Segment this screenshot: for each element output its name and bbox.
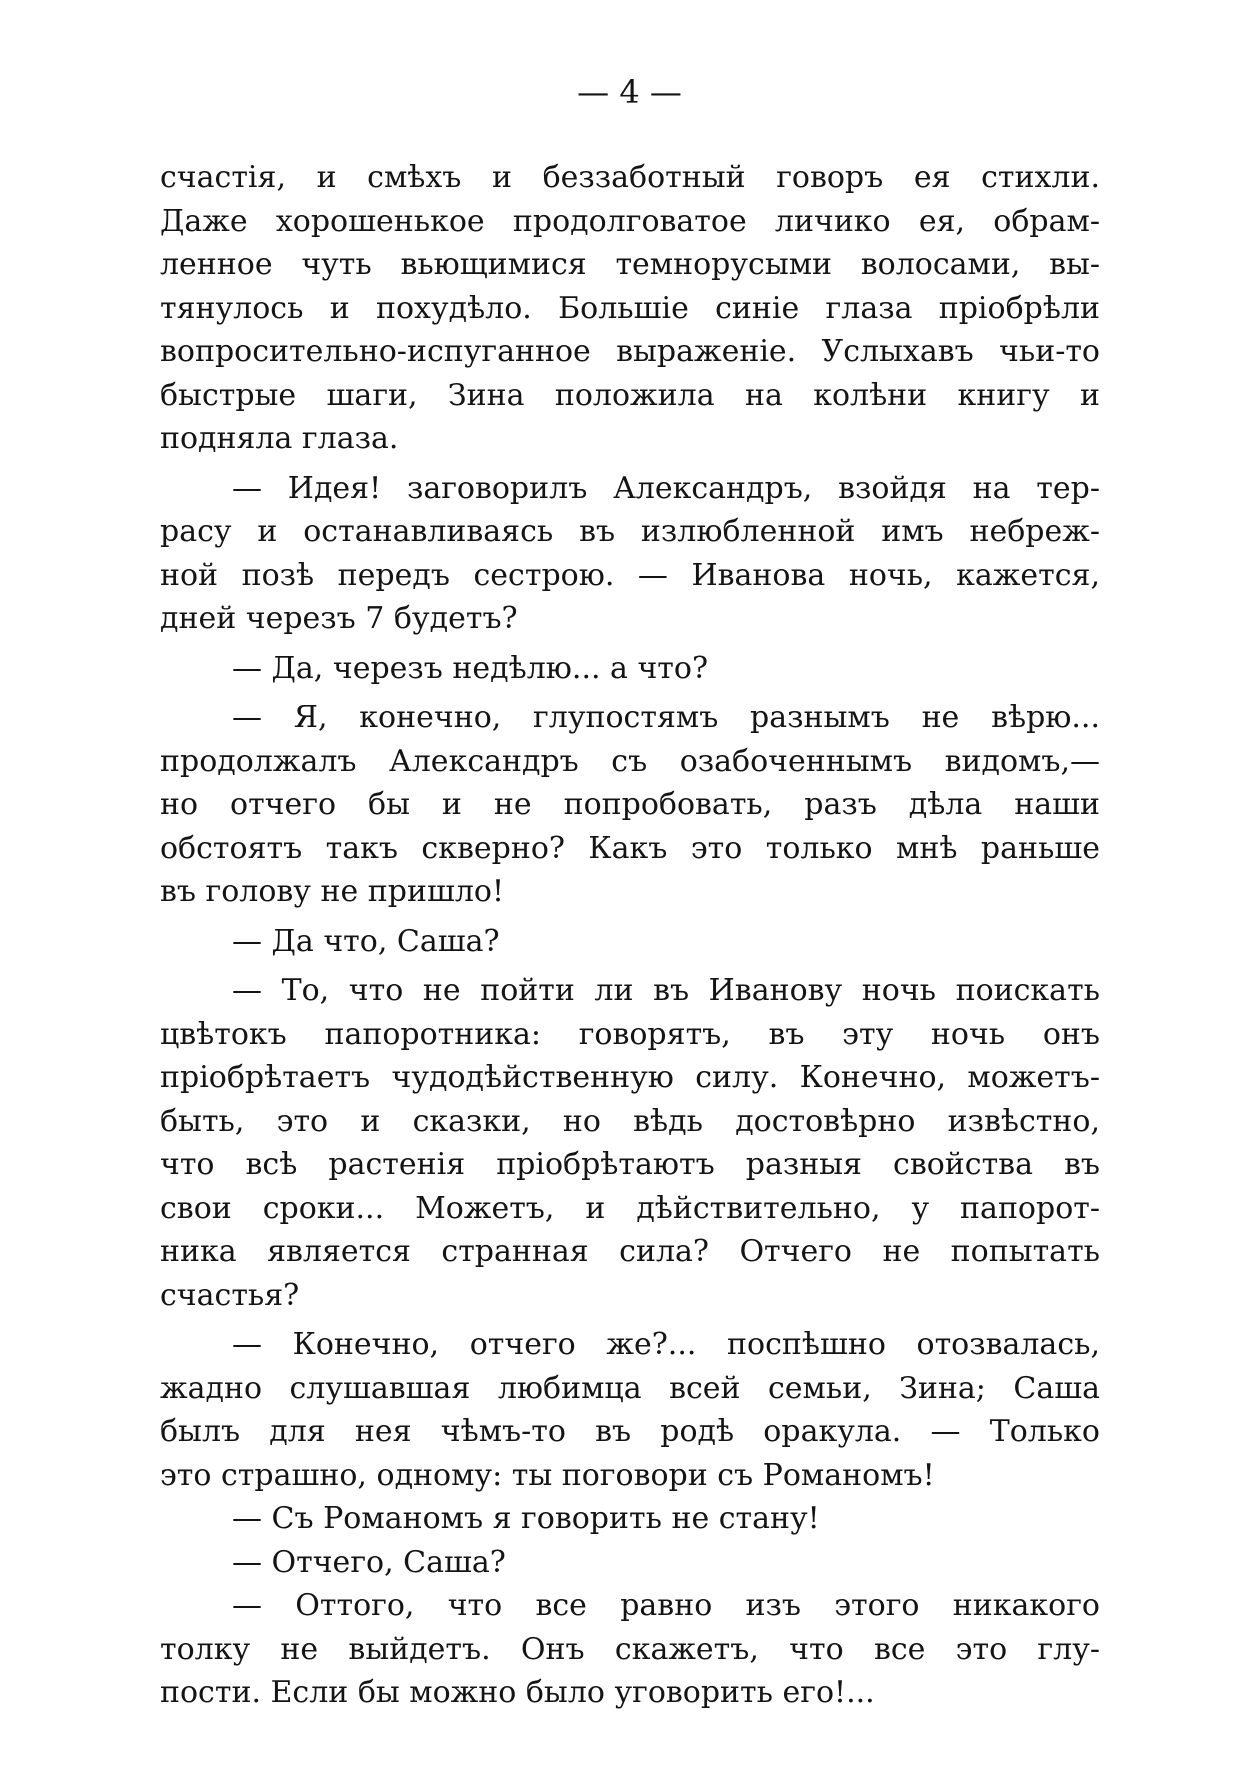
text-line: — Я, конечно, глупостямъ разнымъ не вѣрю... [232,700,1100,735]
text-line: — То, что не пойти ли въ Иванову ночь поискать [232,973,1100,1008]
paragraph-1 [160,156,1100,461]
text-line: — Отчего, Саша? [232,1544,506,1580]
text-line: тянулось и похудѣло. Большіе синіе глаза пріобрѣли [160,290,1100,326]
text-line: — Да что, Саша? [232,923,500,959]
text-line: ленное чуть вьющимися темнорусыми волосами, вы- [160,247,1100,282]
text-line: но отчего бы и не попробовать, разъ дѣла наши [160,787,1100,822]
text-line: подняла глаза. [160,421,399,456]
paragraph-6 [160,969,1100,1317]
text-line: продолжалъ Александръ съ озабоченнымъ видомъ,— [160,743,1100,779]
text-line: жадно слушавшая любимца всей семьи, Зина; Саша [160,1370,1100,1406]
text-line: это страшно, одному: ты поговори съ Романомъ! [160,1457,935,1493]
text-line: обстоятъ такъ скверно? Какъ это только мнѣ раньше [160,830,1100,866]
text-line: дней черезъ 7 будетъ? [160,601,518,636]
text-line: цвѣтокъ папоротника: говорятъ, въ эту ночь онъ [160,1016,1100,1052]
paragraph-5 [160,920,1100,964]
text-line: расу и останавливаясь въ излюбленной имъ небреж- [160,514,1100,549]
paragraph-9 [160,1541,1100,1585]
text-line: — Съ Романомъ я говорить не стану! [232,1501,820,1536]
text-line: свои сроки... Можетъ, и дѣйствительно, у папорот- [160,1190,1100,1226]
text-line: пріобрѣтаетъ чудодѣйственную силу. Конечно, можетъ- [160,1060,1100,1095]
text-line: — Да, черезъ недѣлю... а что? [232,650,709,686]
page-number: — 4 — [577,73,682,111]
text-line: пости. Если бы можно было уговорить его!... [160,1675,875,1710]
text-line: ника является странная сила? Отчего не попытать [160,1234,1100,1269]
paragraph-3 [160,647,1100,691]
text-line: ной позѣ передъ сестрою. — Иванова ночь, кажется, [160,557,1100,593]
paragraph-7 [160,1323,1100,1497]
text-line: вопросительно-испуганное выраженіе. Услыхавъ чьи-то [160,334,1100,369]
body-text [160,156,1100,1715]
text-line: толку не выйдетъ. Онъ скажетъ, что все это глу- [160,1631,1100,1667]
paragraph-10 [160,1584,1100,1715]
text-line: быть, это и сказки, но вѣдь достовѣрно извѣстно, [160,1103,1100,1139]
text-line: счастья? [160,1277,300,1313]
paragraph-2 [160,467,1100,641]
text-line: Даже хорошенькое продолговатое личико ея, обрам- [160,203,1100,239]
text-line: въ голову не пришло! [160,874,505,909]
text-line: — Идея! заговорилъ Александръ, взойдя на тер- [232,470,1100,506]
paragraph-8 [160,1497,1100,1541]
paragraph-4 [160,696,1100,914]
text-line: былъ для нея чѣмъ-то въ родѣ оракула. — Только [160,1414,1100,1449]
text-line: что всѣ растенія пріобрѣтаютъ разныя свойства въ [160,1147,1100,1182]
text-line: — Конечно, отчего же?... поспѣшно отозвалась, [232,1327,1100,1362]
text-line: счастія, и смѣхъ и беззаботный говоръ ея стихли. [160,160,1100,195]
text-line: — Оттого, что все равно изъ этого никакого [232,1588,1100,1623]
text-line: быстрые шаги, Зина положила на колѣни книгу и [160,377,1100,413]
